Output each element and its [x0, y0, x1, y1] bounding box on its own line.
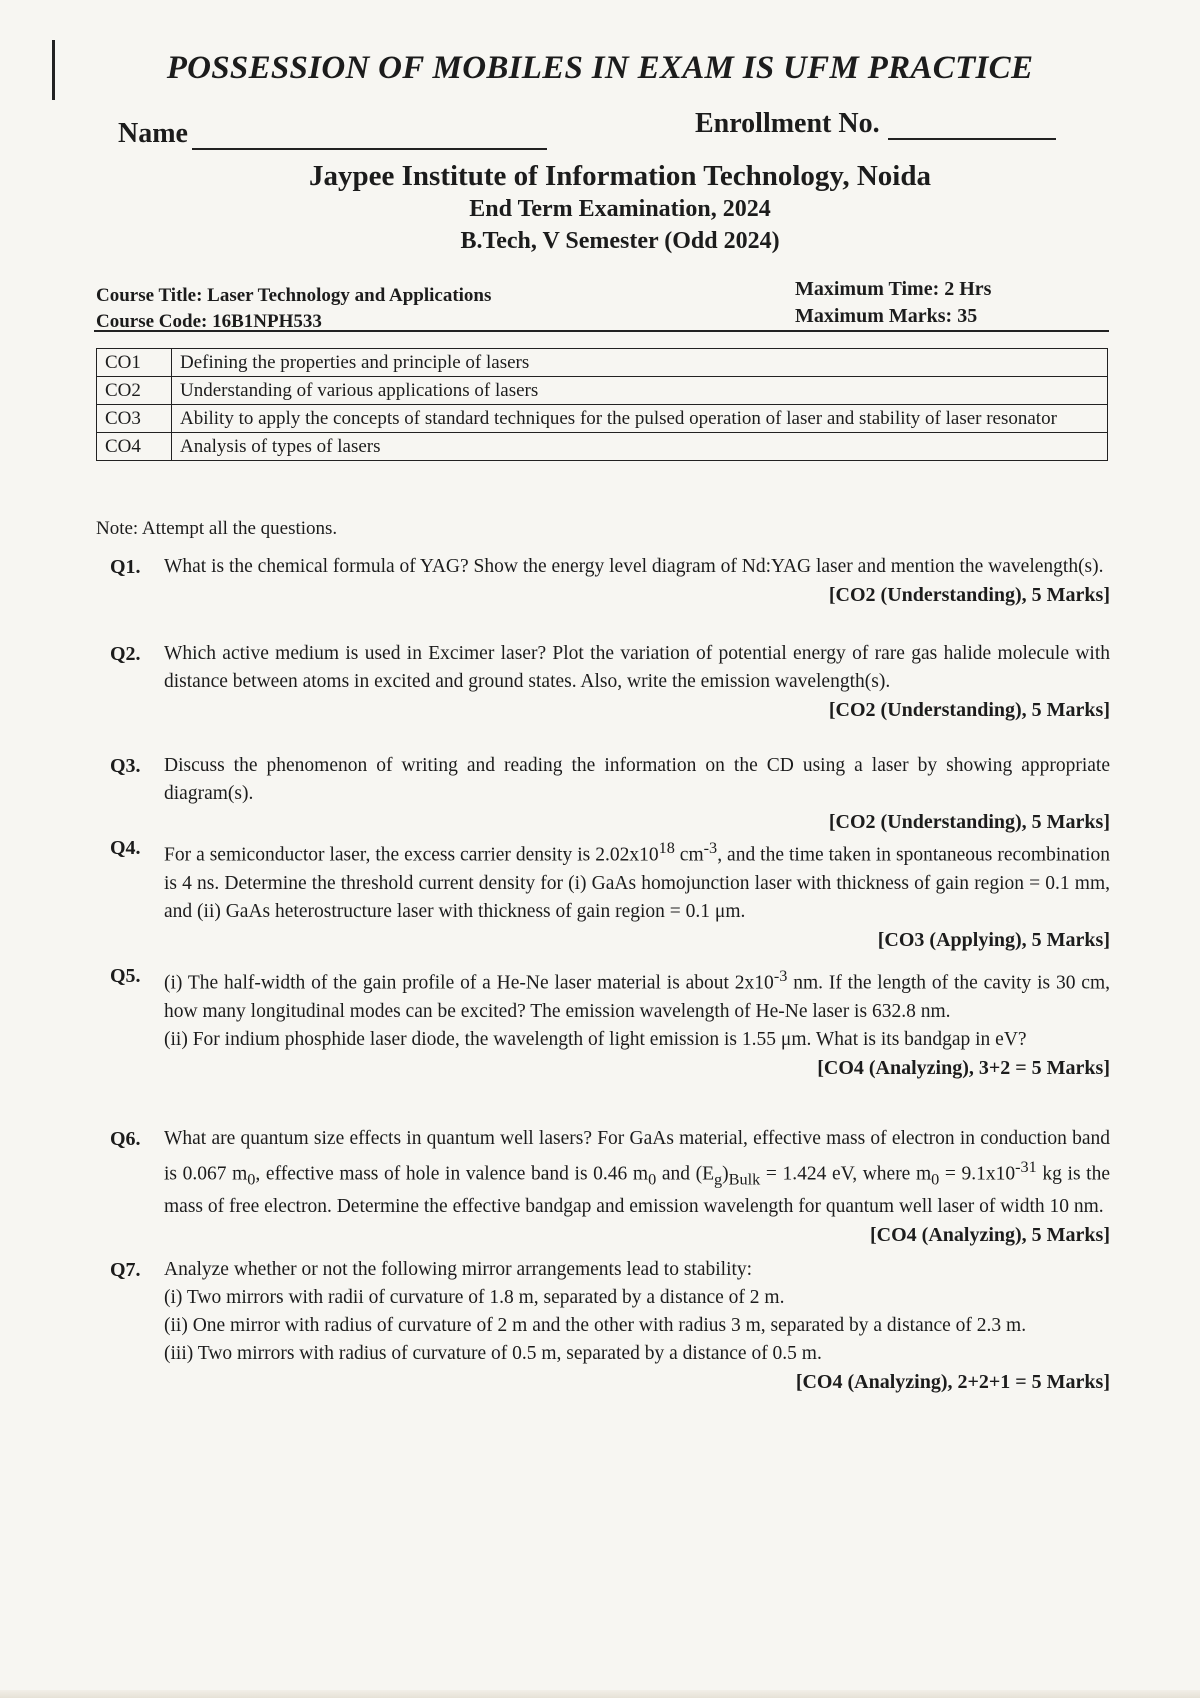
- institute-name: Jaypee Institute of Information Technology, Noida: [309, 160, 931, 192]
- course-code: Course Code: 16B1NPH533: [96, 311, 322, 332]
- text-segment: and (E: [656, 1163, 715, 1185]
- question-marks: [CO4 (Analyzing), 5 Marks]: [870, 1224, 1110, 1247]
- outcome-text: Analysis of types of lasers: [172, 433, 1108, 461]
- table-row: [97, 377, 1108, 405]
- question-6: [110, 1125, 1110, 1249]
- question-intro: Analyze whether or not the following mirror arrangements lead to stability:: [164, 1259, 753, 1280]
- text-segment: = 9.1x10: [939, 1163, 1016, 1185]
- header-divider: [94, 330, 1109, 332]
- question-number: Q6.: [110, 1128, 141, 1150]
- outcome-code: CO3: [97, 405, 172, 433]
- question-text: [164, 834, 1110, 926]
- max-marks: Maximum Marks: 35: [795, 305, 978, 327]
- question-part: (ii) One mirror with radius of curvature of 2 m and the other with radius 3 m, separated by a distance of 2.3 m.: [164, 1315, 1027, 1336]
- question-text: [164, 1256, 1110, 1368]
- enrollment-label: Enrollment No.: [695, 108, 880, 139]
- question-text: What is the chemical formula of YAG? Show the energy level diagram of Nd:YAG laser and mention the wavelength(s).: [164, 556, 1104, 577]
- question-text: [164, 1125, 1110, 1221]
- superscript: 18: [658, 839, 675, 857]
- exam-limits: [795, 276, 991, 330]
- course-outcomes-table: [96, 348, 1108, 461]
- outcome-code: CO2: [97, 377, 172, 405]
- question-number: Q2.: [110, 643, 141, 665]
- superscript: -31: [1015, 1158, 1037, 1176]
- question-part: (iii) Two mirrors with radius of curvature of 0.5 m, separated by a distance of 0.5 m.: [164, 1343, 822, 1364]
- table-row: [97, 349, 1108, 377]
- question-marks: [CO2 (Understanding), 5 Marks]: [828, 811, 1110, 833]
- question-number: Q7.: [110, 1259, 141, 1281]
- subscript: 0: [648, 1170, 657, 1189]
- course-info: [96, 283, 491, 335]
- outcome-text: Defining the properties and principle of lasers: [172, 349, 1108, 377]
- question-7: [110, 1256, 1110, 1396]
- instructions-note: Note: Attempt all the questions.: [96, 518, 338, 539]
- text-segment: nm. If the length of the cavity is 30 cm, how many longitudinal modes can be excited? The emission wavelength of He-Ne laser is 632.8 nm.: [164, 972, 1110, 1022]
- question-part: [164, 962, 1110, 1026]
- question-text: Which active medium is used in Excimer laser? Plot the variation of potential energy of rare gas halide molecule with distance between atoms in excited and ground states. Also, write the emission wavelength(s).: [164, 643, 1110, 692]
- text-segment: (i) The half-width of the gain profile of a He-Ne laser material is about 2x10: [164, 972, 774, 994]
- text-segment: = 1.424 eV, where m: [760, 1163, 932, 1185]
- question-part: (ii) For indium phosphide laser diode, the wavelength of light emission is 1.55 μm. What is its bandgap in eV?: [164, 1028, 1027, 1050]
- question-5: [110, 962, 1110, 1082]
- course-title: Course Title: Laser Technology and Applications: [96, 285, 492, 306]
- question-marks: [CO4 (Analyzing), 2+2+1 = 5 Marks]: [795, 1371, 1110, 1393]
- question-number: Q1.: [110, 556, 141, 578]
- question-marks: [CO4 (Analyzing), 3+2 = 5 Marks]: [817, 1056, 1110, 1079]
- subscript: g: [714, 1170, 723, 1189]
- max-time: Maximum Time: 2 Hrs: [795, 278, 992, 300]
- table-row: [97, 405, 1108, 433]
- outcome-code: CO4: [97, 433, 172, 461]
- text-segment: kg is the mass of free electron. Determine the effective bandgap and emission wavelength for quantum well laser of width 10 nm.: [164, 1163, 1111, 1218]
- question-3: [110, 752, 1110, 836]
- outcome-text: Ability to apply the concepts of standard techniques for the pulsed operation of laser and stability of laser resonator: [172, 405, 1108, 433]
- question-number: Q4.: [110, 837, 141, 859]
- table-row: [97, 433, 1108, 461]
- question-marks: [CO3 (Applying), 5 Marks]: [877, 928, 1110, 951]
- enrollment-field: [695, 108, 1056, 140]
- text-segment: ): [722, 1163, 729, 1185]
- text-segment: What are quantum size effects in quantum well lasers? For GaAs material, effective mass of electron in conduction band is 0.067 m: [164, 1128, 1110, 1185]
- superscript: -3: [703, 839, 718, 857]
- scan-edge: [0, 1690, 1200, 1698]
- mobile-warning-heading: POSSESSION OF MOBILES IN EXAM IS UFM PRACTICE: [166, 50, 1034, 86]
- name-blank-line: [192, 122, 547, 150]
- outcome-code: CO1: [97, 349, 172, 377]
- question-marks: [CO2 (Understanding), 5 Marks]: [828, 699, 1110, 721]
- text-segment: , effective mass of hole in valence band is 0.46 m: [255, 1163, 649, 1185]
- name-label: Name: [118, 118, 188, 149]
- question-marks: [CO2 (Understanding), 5 Marks]: [828, 584, 1110, 606]
- question-part: (i) Two mirrors with radii of curvature of 1.8 m, separated by a distance of 2 m.: [164, 1287, 785, 1308]
- text-segment: For a semiconductor laser, the excess carrier density is 2.02x10: [164, 844, 659, 866]
- question-number: Q5.: [110, 965, 141, 987]
- enrollment-blank-line: [888, 114, 1056, 140]
- semester-title: B.Tech, V Semester (Odd 2024): [460, 228, 780, 254]
- question-2: [110, 640, 1110, 724]
- superscript: -3: [773, 967, 788, 985]
- text-segment: , and the time taken in spontaneous recombination is 4 ns. Determine the threshold current density for (i) GaAs homojunction laser with thickness of gain region = 0.1 mm, and (ii) GaAs heterostructure laser with thickness of gain region = 0.1 μm.: [164, 844, 1110, 922]
- subscript: 0: [247, 1170, 256, 1189]
- name-field: [118, 118, 547, 150]
- question-4: [110, 834, 1110, 954]
- subscript: Bulk: [728, 1170, 761, 1189]
- question-1: [110, 553, 1110, 609]
- question-number: Q3.: [110, 755, 141, 777]
- question-text: Discuss the phenomenon of writing and reading the information on the CD using a laser by showing appropriate diagram(s).: [164, 755, 1110, 804]
- exam-title: End Term Examination, 2024: [469, 196, 771, 222]
- text-segment: cm: [674, 844, 704, 866]
- outcome-text: Understanding of various applications of lasers: [172, 377, 1108, 405]
- subscript: 0: [931, 1170, 940, 1189]
- question-text: [164, 962, 1110, 1054]
